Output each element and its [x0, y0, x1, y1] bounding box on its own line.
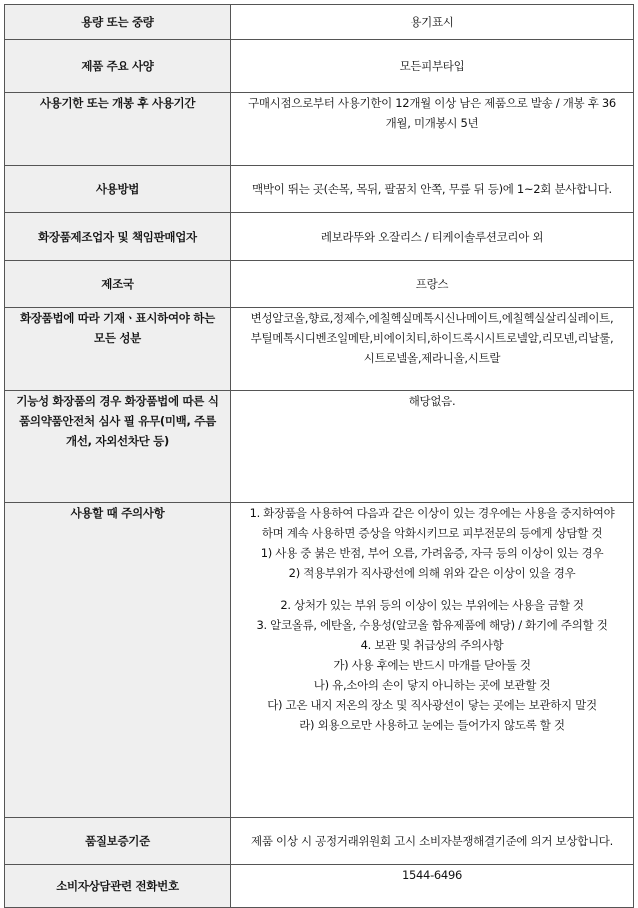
label-line: 품의약품안전처 심사 필 유무(미백, 주름 — [19, 414, 216, 428]
row-label-expiry: 사용기한 또는 개봉 후 사용기간 — [5, 93, 231, 166]
row-value-ingredients — [231, 308, 634, 391]
table-row — [5, 40, 634, 93]
caution-line: 라) 외용으로만 사용하고 눈에는 들어가지 않도록 할 것 — [299, 718, 565, 732]
row-label-manufacturer: 화장품제조업자 및 책임판매업자 — [5, 213, 231, 261]
row-label-functional — [5, 391, 231, 503]
row-value-quality: 제품 이상 시 공정거래위원회 고시 소비자분쟁해결기준에 의거 보상합니다. — [231, 818, 634, 865]
table-row — [5, 865, 634, 908]
table-row — [5, 503, 634, 818]
table-row — [5, 93, 634, 166]
row-value-manufacturer: 레보라뚜와 오잘리스 / 티케이솔루션코리아 외 — [231, 213, 634, 261]
label-line: 화장품법에 따라 기재ㆍ표시하여야 하는 — [20, 311, 215, 325]
row-value-usage: 맥박이 뛰는 곳(손목, 목뒤, 팔꿈치 안쪽, 무릎 뒤 등)에 1~2회 분사합니다. — [231, 166, 634, 213]
row-value-spec: 모든피부타입 — [231, 40, 634, 93]
row-value-country: 프랑스 — [231, 261, 634, 308]
row-label-phone: 소비자상담관련 전화번호 — [5, 865, 231, 908]
caution-line: 1. 화장품을 사용하여 다음과 같은 이상이 있는 경우에는 사용을 중지하여야 — [249, 506, 615, 520]
caution-gap — [237, 583, 627, 595]
row-label-spec: 제품 주요 사양 — [5, 40, 231, 93]
caution-line: 1) 사용 중 붉은 반점, 부어 오름, 가려움증, 자극 등의 이상이 있는 경우 — [260, 546, 604, 560]
row-label-usage: 사용방법 — [5, 166, 231, 213]
caution-line: 가) 사용 후에는 반드시 마개를 닫아둘 것 — [333, 658, 531, 672]
caution-line: 하며 계속 사용하면 증상을 악화시키므로 피부전문의 등에게 상담할 것 — [261, 526, 603, 540]
caution-line: 3. 알코올류, 에탄올, 수용성(알코올 함유제품에 해당) / 화기에 주의할 것 — [256, 618, 608, 632]
value-line: 개월, 미개봉시 5년 — [385, 116, 479, 130]
row-value-caution — [231, 503, 634, 818]
label-line: 기능성 화장품의 경우 화장품법에 따른 식 — [16, 394, 219, 408]
row-value-capacity: 용기표시 — [231, 5, 634, 40]
table-row — [5, 166, 634, 213]
label-line: 모든 성분 — [94, 331, 141, 345]
table-row — [5, 5, 634, 40]
table-row — [5, 213, 634, 261]
caution-line: 2) 적용부위가 직사광선에 의해 위와 같은 이상이 있을 경우 — [288, 566, 576, 580]
label-line: 개선, 자외선차단 등) — [66, 434, 169, 448]
caution-line: 4. 보관 및 취급상의 주의사항 — [360, 638, 504, 652]
value-line: 부틸메톡시디벤조일메탄,비에이치티,하이드록시시트로넬알,리모넨,리날룰, — [250, 331, 614, 345]
value-line: 구매시점으로부터 사용기한이 12개월 이상 남은 제품으로 발송 / 개봉 후 36 — [248, 96, 616, 110]
table-row — [5, 308, 634, 391]
row-label-country: 제조국 — [5, 261, 231, 308]
product-info-table — [4, 4, 634, 908]
row-value-functional: 해당없음. — [231, 391, 634, 503]
value-line: 변성알코올,향료,정제수,에칠헥실메톡시신나메이트,에칠헥실살리실레이트, — [250, 311, 614, 325]
row-label-caution: 사용할 때 주의사항 — [5, 503, 231, 818]
table-row — [5, 261, 634, 308]
row-value-phone: 1544-6496 — [231, 865, 634, 908]
value-line: 시트로넬올,제라니올,시트랄 — [363, 351, 501, 365]
caution-line: 2. 상처가 있는 부위 등의 이상이 있는 부위에는 사용을 금할 것 — [280, 598, 584, 612]
table-row — [5, 391, 634, 503]
row-label-ingredients — [5, 308, 231, 391]
table-row — [5, 818, 634, 865]
row-label-quality: 품질보증기준 — [5, 818, 231, 865]
caution-line: 나) 유,소아의 손이 닿지 아니하는 곳에 보관할 것 — [313, 678, 551, 692]
row-label-capacity: 용량 또는 중량 — [5, 5, 231, 40]
caution-line: 다) 고온 내지 저온의 장소 및 직사광선이 닿는 곳에는 보관하지 말것 — [267, 698, 597, 712]
row-value-expiry — [231, 93, 634, 166]
